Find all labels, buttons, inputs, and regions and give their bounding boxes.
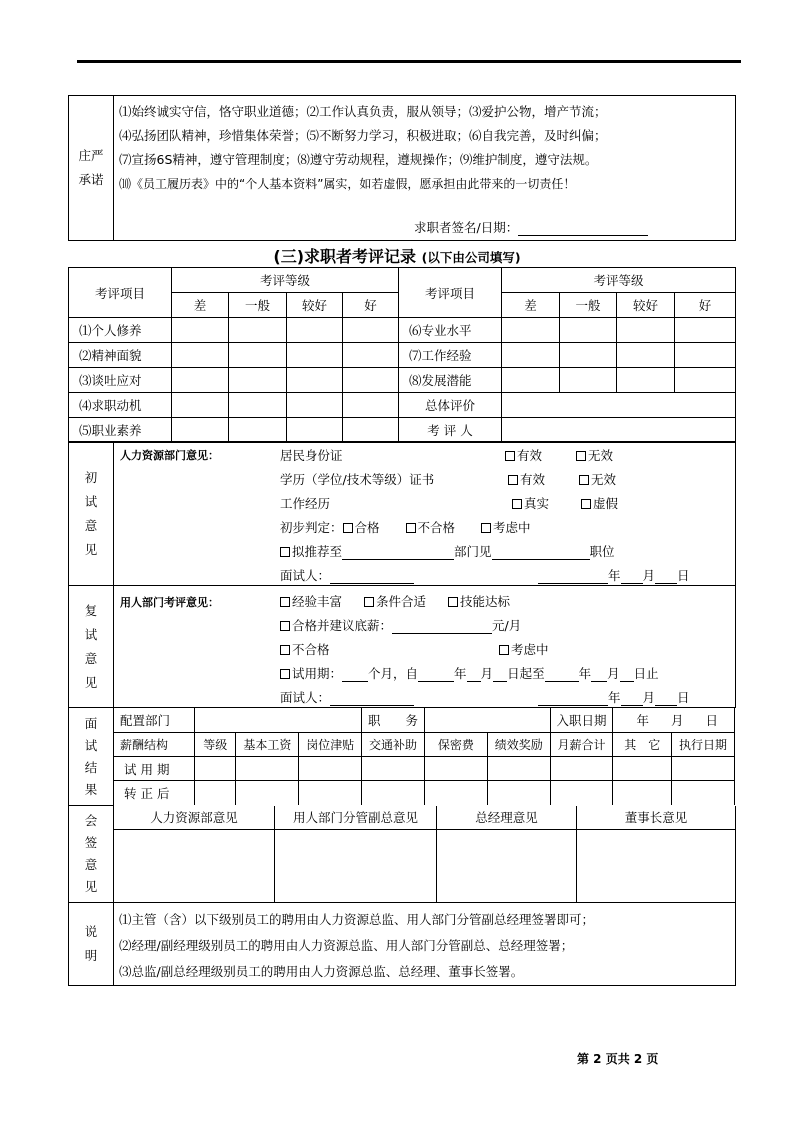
- grade-cell[interactable]: [287, 343, 343, 368]
- notes-content: [114, 903, 736, 986]
- grade-cell[interactable]: [172, 368, 229, 393]
- grade-col: 差: [502, 293, 560, 318]
- salary-col: 其 它: [613, 733, 672, 757]
- salary-cell[interactable]: [236, 781, 299, 805]
- salary-col: 绩效奖励: [487, 733, 550, 757]
- salary-cell[interactable]: [424, 757, 487, 781]
- diploma-label: 学历（学位/技术等级）证书: [280, 472, 435, 487]
- countersign-col: 用人部门分管副总意见: [275, 806, 437, 830]
- salary-cell[interactable]: [424, 781, 487, 805]
- checkbox[interactable]: [581, 499, 591, 509]
- grade-col: 较好: [617, 293, 675, 318]
- pledge-content: [114, 96, 736, 241]
- grade-cell[interactable]: [172, 343, 229, 368]
- salary-field[interactable]: [392, 619, 492, 634]
- table-row: [69, 318, 736, 343]
- result-label: 面试结果: [69, 708, 114, 806]
- grade-cell[interactable]: [617, 343, 675, 368]
- position-field[interactable]: [492, 545, 590, 560]
- checkbox[interactable]: [343, 523, 353, 533]
- evaluator-label: 考 评 人: [399, 418, 502, 443]
- note-line: ⑵经理/副经理级别员工的聘用由人力资源总监、用人部门分管副总、总经理签署；: [119, 938, 574, 953]
- grade-cell[interactable]: [343, 318, 399, 343]
- salary-col: 岗位津贴: [299, 733, 362, 757]
- checkbox[interactable]: [280, 597, 290, 607]
- salary-col: 月薪合计: [550, 733, 613, 757]
- grade-cell[interactable]: [617, 368, 675, 393]
- countersign-field[interactable]: [437, 829, 577, 902]
- grade-cell[interactable]: [560, 368, 617, 393]
- signature-label: 求职者签名/日期：: [414, 220, 519, 235]
- initial-date: 年 月 日: [538, 566, 690, 584]
- item-label: ⑸职业素养: [69, 418, 172, 443]
- pledge-table: [68, 95, 736, 241]
- interviewer-field[interactable]: [330, 569, 414, 584]
- countersign-field[interactable]: [275, 829, 437, 902]
- salary-cell[interactable]: [550, 781, 613, 805]
- signature-area: [414, 218, 648, 236]
- item-label: ⑷求职动机: [69, 393, 172, 418]
- grade-header: 考评等级: [172, 268, 399, 293]
- grade-cell[interactable]: [675, 368, 736, 393]
- grade-header: 考评等级: [502, 268, 736, 293]
- page-number: 第 2 页共 2 页: [577, 1052, 659, 1066]
- pledge-line: ⑽《员工履历表》中的“个人基本资料”属实，如若虚假，愿承担由此带来的一切责任！: [119, 177, 576, 191]
- pledge-line: ⑴始终诚实守信，恪守职业道德；⑵工作认真负责，服从领导；⑶爱护公物，增产节流；: [119, 104, 607, 119]
- reexam-interviewer: 面试人：: [280, 688, 414, 706]
- item-label: ⑹专业水平: [399, 318, 502, 343]
- salary-cell[interactable]: [613, 757, 672, 781]
- grade-col: 较好: [287, 293, 343, 318]
- opinion-table: [68, 441, 736, 986]
- item-label: ⑻发展潜能: [399, 368, 502, 393]
- work-history-label: 工作经历: [280, 496, 331, 511]
- id-card-label: 居民身份证: [280, 448, 343, 463]
- salary-cell[interactable]: [487, 781, 550, 805]
- result-area: [114, 708, 736, 806]
- grade-col: 好: [675, 293, 736, 318]
- probation-row-label: 试 用 期: [114, 757, 195, 781]
- reexam-label: 复试意见: [69, 586, 114, 708]
- salary-cell[interactable]: [672, 781, 735, 805]
- grade-col: 一般: [229, 293, 287, 318]
- grade-cell[interactable]: [287, 418, 343, 443]
- overall-label: 总体评价: [399, 393, 502, 418]
- grade-cell[interactable]: [502, 343, 560, 368]
- diploma-valid-option[interactable]: 有效: [508, 470, 545, 488]
- reexam-consider-option[interactable]: 考虑中: [499, 640, 549, 658]
- grade-cell[interactable]: [675, 318, 736, 343]
- grade-cell[interactable]: [229, 418, 287, 443]
- grade-cell[interactable]: [343, 418, 399, 443]
- checkbox[interactable]: [481, 523, 491, 533]
- grade-cell[interactable]: [502, 318, 560, 343]
- checkbox[interactable]: [364, 597, 374, 607]
- countersign-col: 人力资源部意见: [114, 806, 275, 830]
- day-field[interactable]: [493, 667, 507, 682]
- salary-col: 等级: [194, 733, 236, 757]
- day-field[interactable]: [655, 691, 677, 706]
- month-field[interactable]: [467, 667, 481, 682]
- work-true-option[interactable]: 真实: [512, 494, 549, 512]
- grade-cell[interactable]: [229, 343, 287, 368]
- day-field[interactable]: [655, 569, 677, 584]
- salary-col: 保密费: [424, 733, 487, 757]
- countersign-area: [114, 806, 736, 903]
- salary-cell[interactable]: [362, 781, 425, 805]
- dept-value[interactable]: [194, 708, 361, 733]
- entry-label: 入职日期: [550, 708, 613, 733]
- grade-cell[interactable]: [172, 418, 229, 443]
- reexam-options: 经验丰富 条件合适 技能达标: [280, 592, 510, 610]
- result-table: [114, 708, 736, 805]
- checkbox[interactable]: [499, 645, 509, 655]
- dept-field[interactable]: [342, 545, 454, 560]
- grade-cell[interactable]: [172, 318, 229, 343]
- table-row: [69, 393, 736, 418]
- work-false-option[interactable]: 虚假: [581, 494, 618, 512]
- item-header: 考评项目: [399, 268, 502, 318]
- salary-cell[interactable]: [194, 781, 236, 805]
- item-label: ⑶谈吐应对: [69, 368, 172, 393]
- grade-cell[interactable]: [675, 343, 736, 368]
- month-field[interactable]: [621, 691, 643, 706]
- item-label: ⑵精神面貌: [69, 343, 172, 368]
- checkbox[interactable]: [280, 645, 290, 655]
- grade-cell[interactable]: [287, 318, 343, 343]
- evaluator-field[interactable]: [502, 418, 736, 443]
- grade-cell[interactable]: [229, 393, 287, 418]
- checkbox[interactable]: [576, 451, 586, 461]
- grade-cell[interactable]: [617, 318, 675, 343]
- item-label: ⑺工作经验: [399, 343, 502, 368]
- id-invalid-option[interactable]: 无效: [576, 446, 613, 464]
- signature-field[interactable]: [518, 221, 648, 236]
- note-line: ⑶总监/副总经理级别员工的聘用由人力资源总监、总经理、董事长签署。: [119, 964, 524, 979]
- reexam-head: 用人部门考评意见：: [120, 596, 219, 609]
- salary-label: 薪酬结构: [114, 733, 195, 757]
- checkbox[interactable]: [448, 597, 458, 607]
- salary-cell[interactable]: [550, 757, 613, 781]
- reexam-fail-option[interactable]: 不合格: [280, 640, 330, 658]
- checkbox[interactable]: [508, 475, 518, 485]
- initial-opinion: [114, 442, 736, 586]
- evaluation-table: [68, 267, 736, 443]
- countersign-col: 总经理意见: [437, 806, 577, 830]
- grade-cell[interactable]: [560, 343, 617, 368]
- checkbox[interactable]: [505, 451, 515, 461]
- table-row: [69, 368, 736, 393]
- pledge-label: 庄严承诺: [69, 96, 114, 241]
- salary-cell[interactable]: [613, 781, 672, 805]
- grade-cell[interactable]: [287, 393, 343, 418]
- salary-col: 执行日期: [672, 733, 735, 757]
- grade-col: 一般: [560, 293, 617, 318]
- checkbox[interactable]: [280, 669, 290, 679]
- year-field[interactable]: [545, 667, 579, 682]
- recommend-row: 拟推荐至 部门见 职位: [280, 542, 615, 560]
- table-row: [69, 418, 736, 443]
- id-valid-option[interactable]: 有效: [505, 446, 542, 464]
- grade-cell[interactable]: [343, 393, 399, 418]
- checkbox[interactable]: [280, 547, 290, 557]
- grade-cell[interactable]: [560, 318, 617, 343]
- post-value[interactable]: [424, 708, 550, 733]
- probation-row: 试用期： 个月，自 年 月 日起至 年 月 日止: [280, 664, 659, 682]
- salary-cell[interactable]: [362, 757, 425, 781]
- countersign-field[interactable]: [114, 829, 275, 902]
- salary-cell[interactable]: [236, 757, 299, 781]
- month-field[interactable]: [621, 569, 643, 584]
- initial-interviewer: 面试人：: [280, 566, 414, 584]
- table-row: [69, 343, 736, 368]
- header-rule: [77, 60, 741, 63]
- year-field[interactable]: [538, 691, 608, 706]
- pledge-line: ⑷弘扬团队精神，珍惜集体荣誉；⑸不断努力学习，积极进取；⑹自我完善，及时纠偏；: [119, 128, 607, 143]
- months-field[interactable]: [342, 667, 368, 682]
- initial-head: 人力资源部门意见：: [120, 449, 219, 462]
- checkbox[interactable]: [280, 621, 290, 631]
- salary-cell[interactable]: [299, 757, 362, 781]
- salary-cell[interactable]: [299, 781, 362, 805]
- initial-label: 初试意见: [69, 442, 114, 586]
- prelim-row: 初步判定： 合格 不合格 考虑中: [280, 520, 531, 535]
- dept-label: 配置部门: [114, 708, 195, 733]
- section-title: (三)求职者考评记录 (以下由公司填写): [273, 247, 521, 266]
- grade-col: 差: [172, 293, 229, 318]
- day-field[interactable]: [620, 667, 634, 682]
- salary-cell[interactable]: [487, 757, 550, 781]
- overall-field[interactable]: [502, 393, 736, 418]
- grade-cell[interactable]: [229, 318, 287, 343]
- countersign-label: 会签意见: [69, 806, 114, 903]
- checkbox[interactable]: [579, 475, 589, 485]
- note-line: ⑴主管（含）以下级别员工的聘用由人力资源总监、用人部门分管副总经理签署即可；: [119, 912, 595, 927]
- grade-cell[interactable]: [343, 343, 399, 368]
- countersign-field[interactable]: [577, 829, 736, 902]
- item-label: ⑴个人修养: [69, 318, 172, 343]
- salary-cell[interactable]: [672, 757, 735, 781]
- reexam-opinion: [114, 586, 736, 708]
- countersign-table: [114, 806, 736, 903]
- regular-row-label: 转 正 后: [114, 781, 195, 805]
- year-field[interactable]: [418, 667, 454, 682]
- reexam-date: 年 月 日: [538, 688, 690, 706]
- countersign-col: 董事长意见: [577, 806, 736, 830]
- checkbox[interactable]: [512, 499, 522, 509]
- notes-label: 说明: [69, 903, 114, 986]
- salary-col: 交通补助: [362, 733, 425, 757]
- salary-col: 基本工资: [236, 733, 299, 757]
- grade-cell[interactable]: [502, 368, 560, 393]
- section-subtitle: (以下由公司填写): [421, 250, 521, 265]
- year-field[interactable]: [538, 569, 608, 584]
- pledge-line: ⑺宣扬6S精神，遵守管理制度；⑻遵守劳动规程，遵规操作；⑼维护制度，遵守法规。: [119, 152, 598, 167]
- entry-date[interactable]: 年 月 日: [613, 708, 735, 733]
- grade-cell[interactable]: [229, 368, 287, 393]
- salary-suggest-row: 合格并建议底薪： 元/月: [280, 616, 521, 634]
- checkbox[interactable]: [406, 523, 416, 533]
- post-label: 职 务: [362, 708, 425, 733]
- interviewer-field[interactable]: [330, 691, 414, 706]
- grade-cell[interactable]: [172, 393, 229, 418]
- grade-cell[interactable]: [287, 368, 343, 393]
- month-field[interactable]: [591, 667, 607, 682]
- item-header: 考评项目: [69, 268, 172, 318]
- grade-cell[interactable]: [343, 368, 399, 393]
- grade-col: 好: [343, 293, 399, 318]
- diploma-invalid-option[interactable]: 无效: [579, 470, 616, 488]
- salary-cell[interactable]: [194, 757, 236, 781]
